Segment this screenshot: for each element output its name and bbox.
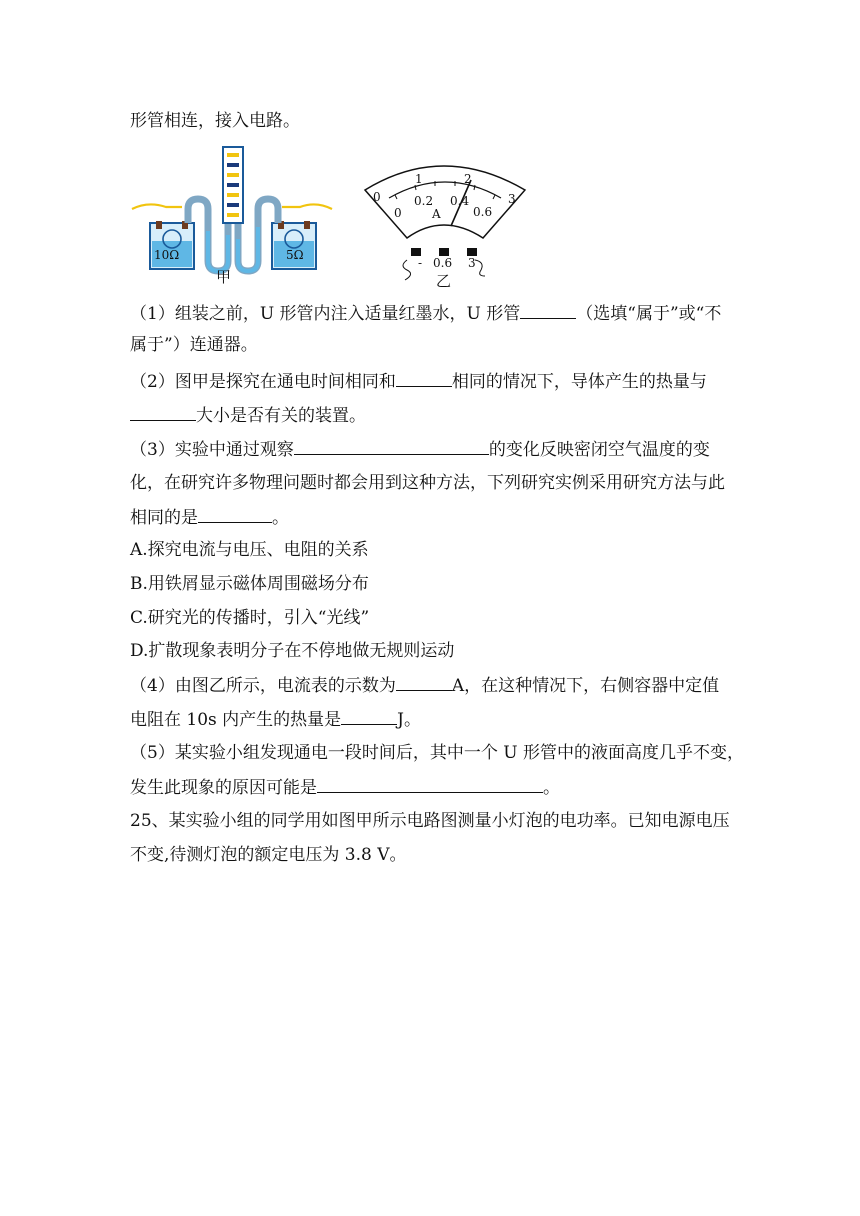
scale-top-1: 1	[415, 172, 423, 186]
terminal-3: 3	[468, 256, 476, 270]
q3-text-d: 相同的是	[130, 508, 198, 528]
figure-yi-caption: 乙	[436, 272, 452, 290]
intro-line: 形管相连，接入电路。	[130, 111, 300, 131]
scale-bottom-3: 0.6	[473, 205, 493, 219]
right-resistor-label: 5Ω	[286, 248, 304, 262]
q3-blank-1[interactable]	[294, 438, 489, 455]
terminal-06: 0.6	[433, 256, 453, 270]
scale-bottom-1: 0.2	[414, 194, 434, 208]
unit-label: A	[432, 207, 441, 221]
scale-bottom-2: 0.4	[450, 194, 470, 208]
q2-text-c: 大小是否有关的装置。	[196, 406, 366, 426]
q4-blank-2[interactable]	[341, 708, 397, 725]
q4-text-a: （4）由图乙所示，电流表的示数为	[130, 676, 396, 696]
scale-bottom-0: 0	[394, 206, 402, 220]
q3-line-1	[130, 438, 710, 461]
q3-text-b: 的变化反映密闭空气温度的变	[488, 440, 710, 460]
q4-blank-1[interactable]	[396, 674, 452, 691]
terminal-minus: -	[418, 256, 423, 270]
figure-jia	[130, 143, 335, 285]
figure-jia-caption: 甲	[216, 268, 232, 286]
q3-blank-2[interactable]	[198, 506, 272, 523]
q4-text-d: J。	[397, 710, 421, 730]
q2-text-b: 相同的情况下，导体产生的热量与	[451, 372, 707, 392]
q3-line-3	[130, 506, 289, 529]
q3-text-e: 。	[272, 508, 289, 528]
q4-line-2	[130, 708, 421, 731]
q1-text-c: 属于”）连通器。	[130, 335, 258, 355]
option-d: D.扩散现象表明分子在不停地做无规则运动	[130, 641, 455, 661]
q2-line-2	[130, 404, 366, 427]
scale-top-0: 0	[373, 190, 381, 204]
q5-text-c: 。	[543, 778, 560, 798]
scale-top-2: 2	[464, 172, 472, 186]
q4-text-c: 电阻在 10s 内产生的热量是	[130, 710, 342, 730]
q2-blank-2[interactable]	[130, 404, 196, 421]
q1-text-b: （选填“属于”或“不	[576, 304, 722, 324]
q4-line-1	[130, 674, 719, 697]
q2-line-1	[130, 370, 707, 393]
q1-text-a: （1）组装之前，U 形管内注入适量红墨水，U 形管	[130, 304, 521, 324]
q25-text-b: 不变,待测灯泡的额定电压为 3.8 V。	[130, 845, 407, 865]
q5-text-a: （5）某实验小组发现通电一段时间后，其中一个 U 形管中的液面高度几乎不变，	[130, 743, 744, 763]
q4-text-b: A，在这种情况下，右侧容器中定值	[451, 676, 720, 696]
q25-text-a: 25、某实验小组的同学用如图甲所示电路图测量小灯泡的电功率。已知电源电压	[130, 811, 730, 831]
q2-text-a: （2）图甲是探究在通电时间相同和	[130, 372, 396, 392]
q1-line-1	[130, 302, 721, 325]
option-c: C.研究光的传播时，引入“光线”	[130, 608, 370, 628]
q5-text-b: 发生此现象的原因可能是	[130, 778, 317, 798]
option-b: B.用铁屑显示磁体周围磁场分布	[130, 574, 369, 594]
q5-blank[interactable]	[317, 776, 543, 793]
option-a: A.探究电流与电压、电阻的关系	[130, 540, 369, 560]
q5-line-2	[130, 776, 560, 799]
q1-blank[interactable]	[520, 302, 576, 319]
scale-top-3: 3	[508, 192, 516, 206]
q3-text-c: 化，在研究许多物理问题时都会用到这种方法，下列研究实例采用研究方法与此	[130, 473, 725, 493]
q3-text-a: （3）实验中通过观察	[130, 440, 294, 460]
left-resistor-label: 10Ω	[154, 248, 180, 262]
q2-blank-1[interactable]	[396, 370, 452, 387]
